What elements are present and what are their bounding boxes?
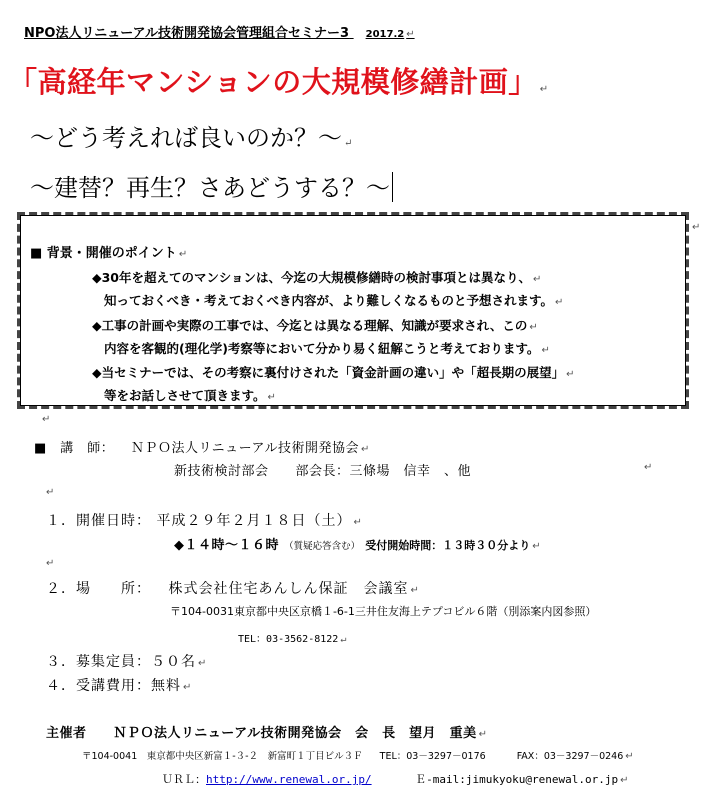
- paragraph-mark-icon: ↵: [539, 84, 549, 95]
- time-row: [174, 534, 541, 553]
- main-title-text: 「高経年マンションの大規模修繕計画」: [8, 65, 538, 99]
- subtitle-1-text: ～どう考えれば良いのか？～: [30, 124, 342, 152]
- paragraph-mark-icon: ↵: [42, 414, 51, 425]
- paragraph-mark-icon: ↵: [353, 517, 363, 528]
- paragraph-mark-icon: ↵: [555, 297, 564, 308]
- paragraph-mark-icon: ↵: [361, 444, 370, 455]
- datetime-label: １．開催日時：: [46, 513, 151, 529]
- organizer-name: ＮＰＯ法人リニューアル技術開発協会 会 長 望月 重美: [113, 726, 477, 741]
- capacity-row: [46, 651, 207, 671]
- venue-label: ２．場 所：: [46, 581, 151, 597]
- capacity-label: ３．募集定員：: [46, 654, 151, 670]
- background-heading-text: ■ 背景・開催のポイント: [30, 246, 177, 261]
- organizer-row: [46, 722, 488, 741]
- background-line-4: 内容を客観的(理化学)考察等において分かり易く紐解こうと考えております。 ↵: [104, 341, 550, 356]
- lecturer-dept-row: [174, 460, 471, 479]
- text-cursor: [392, 172, 393, 202]
- fee-row: [46, 675, 192, 695]
- footer-tel: TEL：03－3297－0176: [379, 751, 486, 762]
- url-label: ＵＲＬ：: [162, 773, 206, 786]
- seminar-date: 2017.2: [365, 29, 405, 40]
- background-line-1: ◆30年を超えてのマンションは、今迄の大規模修繕時の検討事項とは異なり、 ↵: [92, 270, 542, 285]
- venue-address: 〒104-0031東京都中央区京橋１-6-1三井住友海上テプコビル６階（別添案内図参照）: [170, 605, 597, 618]
- footer-contact-row: [162, 771, 629, 787]
- main-title: [8, 60, 549, 101]
- venue-name: 株式会社住宅あんしん保証 会議室: [168, 581, 409, 597]
- paragraph-mark-icon: ↵: [692, 222, 701, 233]
- paragraph-mark-icon: ↵: [532, 541, 541, 552]
- background-line-3: ◆工事の計画や実際の工事では、今迄とは異なる理解、知識が要求され、この ↵: [92, 318, 538, 333]
- email-label: Ｅ-mail:: [415, 773, 466, 786]
- paragraph-mark-icon: ↵: [620, 775, 629, 786]
- footer-fax: FAX：03－3297－0246: [516, 751, 624, 762]
- email-address: jimukyoku@renewal.or.jp: [465, 773, 619, 786]
- venue-row: [46, 578, 420, 598]
- subtitle-2-text: ～建替？再生？さあどうする？～: [30, 174, 390, 202]
- datetime-row: [46, 510, 363, 530]
- background-heading: [30, 242, 187, 261]
- paragraph-mark-icon: ↵: [406, 29, 415, 40]
- background-line-6: 等をお話しさせて頂きます。 ↵: [104, 388, 276, 403]
- datetime-date: 平成２９年２月１８日（土）: [156, 513, 352, 529]
- fee-label: ４．受講費用：: [46, 678, 151, 694]
- paragraph-mark-icon: ↵: [46, 487, 55, 498]
- footer-address: 〒104-0041 東京都中央区新富１-３-２ 新富町１丁目ビル３Ｆ: [82, 751, 363, 762]
- time-note: （質疑応答含む）: [284, 541, 361, 552]
- venue-tel: TEL：03-3562-8122 ↵: [238, 634, 347, 645]
- seminar-series-heading: [24, 22, 415, 41]
- paragraph-mark-icon: ↵: [529, 322, 538, 333]
- subtitle-1: [30, 118, 352, 153]
- fee-value: 無料: [151, 678, 181, 694]
- paragraph-mark-icon: ↵: [198, 658, 208, 669]
- paragraph-mark-icon: ↵: [410, 585, 420, 596]
- organizer-label: 主催者: [46, 726, 87, 741]
- paragraph-mark-icon: ↵: [46, 558, 55, 569]
- paragraph-mark-icon: ↵: [644, 462, 653, 473]
- lecturer-dept: 新技術検討部会 部会長：三條場 信幸 、他: [174, 464, 472, 479]
- subtitle-2: [30, 168, 393, 203]
- lecturer-label: ■ 講 師：: [34, 441, 115, 456]
- paragraph-mark-icon: ↵: [566, 369, 575, 380]
- paragraph-mark-icon: ↵: [183, 682, 193, 693]
- paragraph-mark-icon: ↵: [532, 274, 542, 285]
- background-line-5: ◆当セミナーでは、その考察に裏付けされた「資金計画の違い」や「超長期の展望」 ↵: [92, 365, 575, 380]
- paragraph-mark-icon: ↵: [541, 345, 550, 356]
- lecturer-org: ＮＰＯ法人リニューアル技術開発協会: [130, 441, 360, 456]
- paragraph-mark-icon: ↵: [340, 634, 347, 645]
- reception-time: 受付開始時間：１３時３０分より: [365, 539, 531, 552]
- website-link[interactable]: http://www.renewal.or.jp/: [206, 773, 372, 786]
- paragraph-mark-icon: ↵: [478, 729, 488, 740]
- background-line-2: 知っておくべき・考えておくべき内容が、より難しくなるものと予想されます。 ↵: [104, 293, 564, 308]
- paragraph-mark-icon: ↵: [178, 249, 188, 260]
- footer-address-row: [82, 748, 634, 762]
- paragraph-mark-icon: ↵: [344, 138, 353, 149]
- seminar-series-name: NPO法人リニューアル技術開発協会管理組合セミナー3: [24, 26, 350, 41]
- capacity-value: ５０名: [151, 654, 196, 670]
- time-range: ◆１４時～１６時: [174, 538, 279, 553]
- paragraph-mark-icon: ↵: [625, 751, 634, 762]
- paragraph-mark-icon: ↵: [267, 392, 276, 403]
- lecturer-row: [34, 437, 370, 456]
